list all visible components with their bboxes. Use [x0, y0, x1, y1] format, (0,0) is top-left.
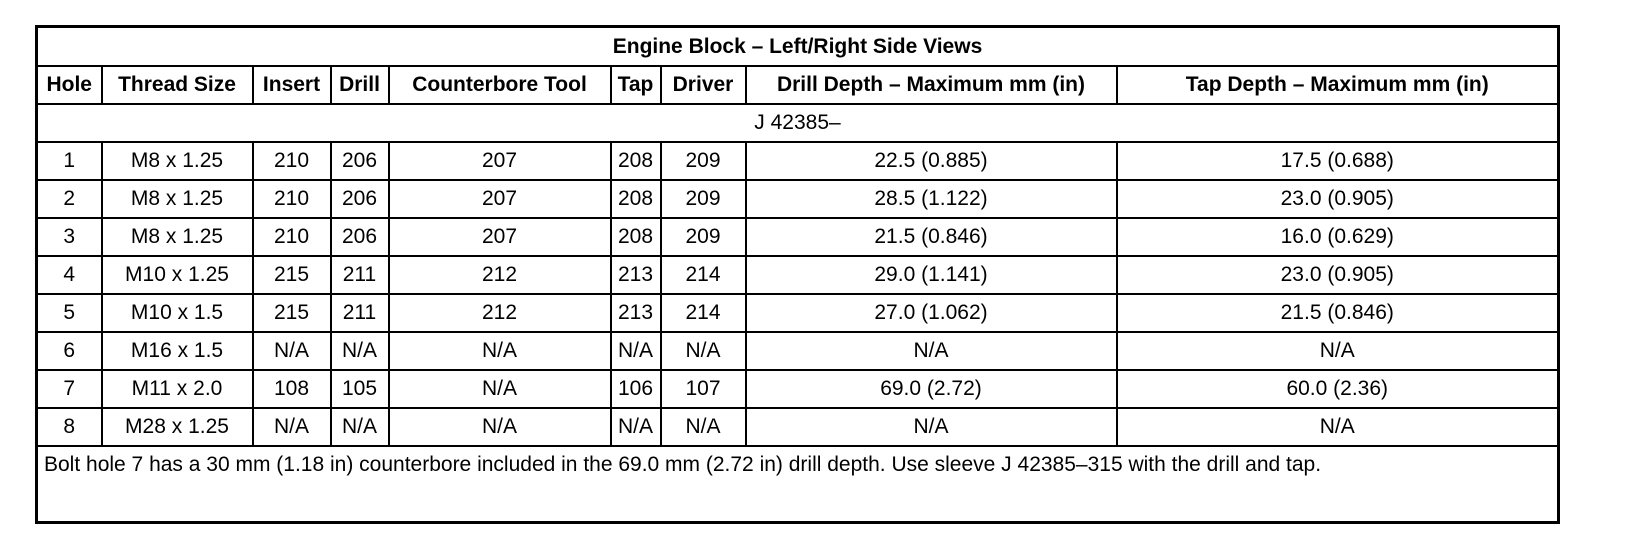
header-insert: Insert [253, 66, 331, 104]
section-label: J 42385– [37, 104, 1559, 142]
header-tap: Tap [611, 66, 661, 104]
cell-drill-depth: 27.0 (1.062) [746, 294, 1117, 332]
cell-insert: 215 [253, 256, 331, 294]
cell-tap-depth: 17.5 (0.688) [1117, 142, 1559, 180]
cell-drill: 206 [331, 218, 389, 256]
cell-driver: 209 [661, 142, 746, 180]
cell-tap-depth: 23.0 (0.905) [1117, 256, 1559, 294]
cell-counterbore-tool: 212 [389, 294, 611, 332]
cell-tap: 213 [611, 294, 661, 332]
cell-insert: 210 [253, 142, 331, 180]
cell-insert: N/A [253, 332, 331, 370]
cell-drill: 105 [331, 370, 389, 408]
cell-hole: 7 [37, 370, 102, 408]
cell-driver: 214 [661, 256, 746, 294]
cell-driver: 107 [661, 370, 746, 408]
cell-hole: 8 [37, 408, 102, 446]
title-row [37, 27, 1559, 67]
cell-drill: 206 [331, 180, 389, 218]
cell-driver: 209 [661, 218, 746, 256]
cell-tap: 106 [611, 370, 661, 408]
table-row [37, 256, 1559, 294]
cell-drill-depth: N/A [746, 332, 1117, 370]
header-drill: Drill [331, 66, 389, 104]
cell-counterbore-tool: N/A [389, 332, 611, 370]
cell-thread-size: M10 x 1.25 [102, 256, 253, 294]
cell-hole: 6 [37, 332, 102, 370]
header-drill-depth: Drill Depth – Maximum mm (in) [746, 66, 1117, 104]
cell-drill: 211 [331, 294, 389, 332]
note-row [37, 446, 1559, 523]
cell-driver: N/A [661, 408, 746, 446]
header-row [37, 66, 1559, 104]
cell-drill-depth: 29.0 (1.141) [746, 256, 1117, 294]
cell-driver: 209 [661, 180, 746, 218]
cell-thread-size: M28 x 1.25 [102, 408, 253, 446]
cell-thread-size: M8 x 1.25 [102, 180, 253, 218]
cell-thread-size: M8 x 1.25 [102, 218, 253, 256]
table-row [37, 294, 1559, 332]
cell-hole: 3 [37, 218, 102, 256]
table-row [37, 142, 1559, 180]
header-thread-size: Thread Size [102, 66, 253, 104]
cell-hole: 2 [37, 180, 102, 218]
cell-tap: 213 [611, 256, 661, 294]
cell-counterbore-tool: N/A [389, 370, 611, 408]
cell-thread-size: M16 x 1.5 [102, 332, 253, 370]
cell-drill: 211 [331, 256, 389, 294]
cell-insert: N/A [253, 408, 331, 446]
cell-drill-depth: 22.5 (0.885) [746, 142, 1117, 180]
table-note: Bolt hole 7 has a 30 mm (1.18 in) counterbore included in the 69.0 mm (2.72 in) drill depth. Use sleeve J 42385–315 with the drill and tap. [37, 446, 1559, 523]
table-row [37, 218, 1559, 256]
cell-tap-depth: 16.0 (0.629) [1117, 218, 1559, 256]
table-row [37, 408, 1559, 446]
cell-tap: N/A [611, 332, 661, 370]
cell-counterbore-tool: 207 [389, 142, 611, 180]
table-row [37, 332, 1559, 370]
table-row [37, 180, 1559, 218]
cell-driver: 214 [661, 294, 746, 332]
cell-tap: 208 [611, 180, 661, 218]
cell-tap-depth: 21.5 (0.846) [1117, 294, 1559, 332]
cell-drill-depth: N/A [746, 408, 1117, 446]
cell-drill-depth: 28.5 (1.122) [746, 180, 1117, 218]
cell-tap: 208 [611, 142, 661, 180]
header-driver: Driver [661, 66, 746, 104]
section-row [37, 104, 1559, 142]
cell-counterbore-tool: 207 [389, 180, 611, 218]
table-title: Engine Block – Left/Right Side Views [37, 27, 1559, 67]
cell-hole: 4 [37, 256, 102, 294]
cell-tap-depth: N/A [1117, 408, 1559, 446]
cell-tap-depth: 60.0 (2.36) [1117, 370, 1559, 408]
header-tap-depth: Tap Depth – Maximum mm (in) [1117, 66, 1559, 104]
table-row [37, 370, 1559, 408]
cell-counterbore-tool: 207 [389, 218, 611, 256]
header-counterbore-tool: Counterbore Tool [389, 66, 611, 104]
cell-tap: N/A [611, 408, 661, 446]
cell-tap-depth: N/A [1117, 332, 1559, 370]
cell-insert: 215 [253, 294, 331, 332]
cell-hole: 5 [37, 294, 102, 332]
cell-drill: N/A [331, 408, 389, 446]
cell-thread-size: M10 x 1.5 [102, 294, 253, 332]
cell-hole: 1 [37, 142, 102, 180]
cell-thread-size: M8 x 1.25 [102, 142, 253, 180]
cell-tap: 208 [611, 218, 661, 256]
cell-drill-depth: 69.0 (2.72) [746, 370, 1117, 408]
cell-driver: N/A [661, 332, 746, 370]
cell-insert: 108 [253, 370, 331, 408]
header-hole: Hole [37, 66, 102, 104]
cell-thread-size: M11 x 2.0 [102, 370, 253, 408]
data-rows [37, 142, 1559, 446]
cell-counterbore-tool: 212 [389, 256, 611, 294]
engine-block-spec-table [35, 25, 1560, 524]
cell-counterbore-tool: N/A [389, 408, 611, 446]
cell-drill: 206 [331, 142, 389, 180]
cell-drill-depth: 21.5 (0.846) [746, 218, 1117, 256]
cell-insert: 210 [253, 180, 331, 218]
cell-drill: N/A [331, 332, 389, 370]
cell-insert: 210 [253, 218, 331, 256]
cell-tap-depth: 23.0 (0.905) [1117, 180, 1559, 218]
